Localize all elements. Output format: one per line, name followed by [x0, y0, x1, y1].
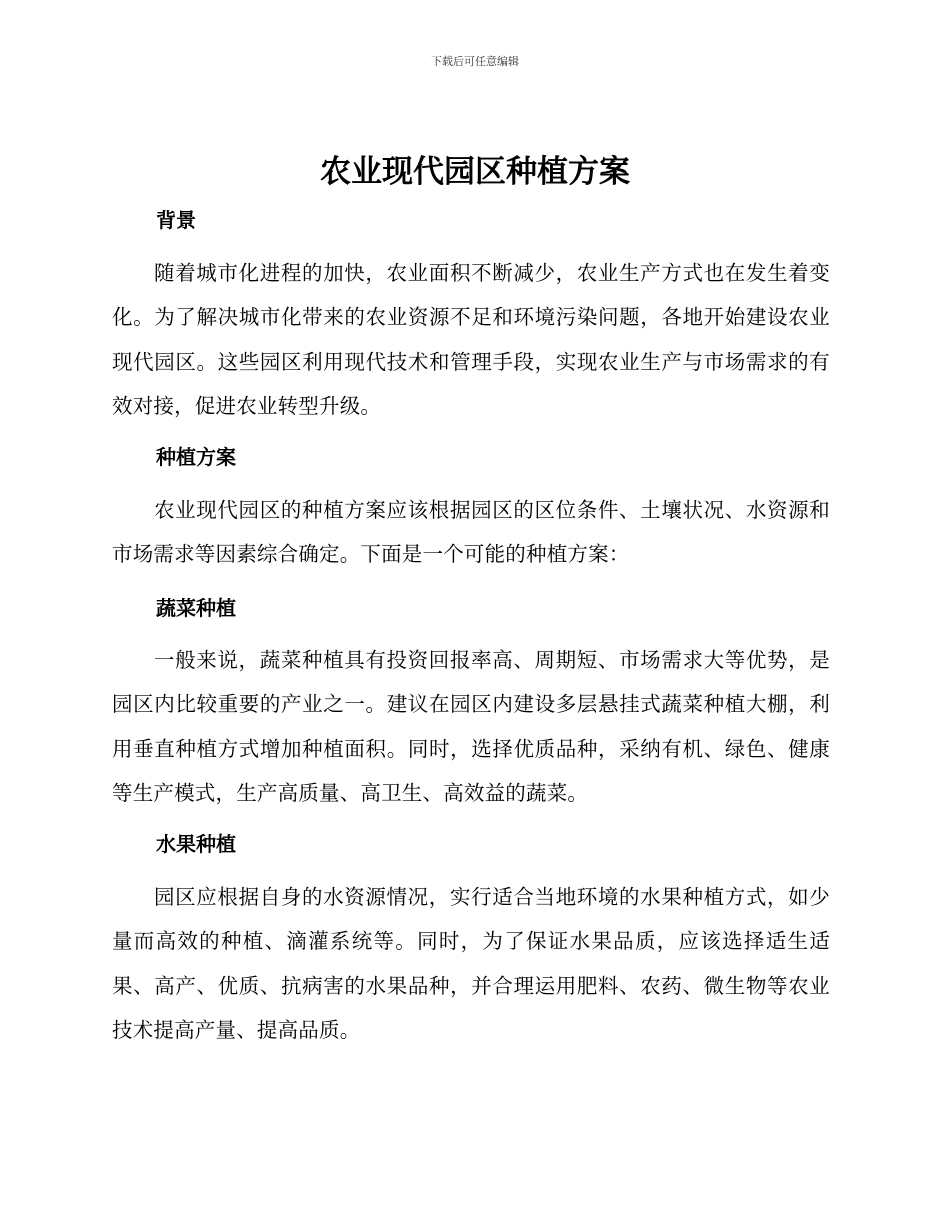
page-header-note: 下载后可任意编辑	[431, 55, 519, 68]
section-paragraph-vegetable-planting: 一般来说，蔬菜种植具有投资回报率高、周期短、市场需求大等优势，是园区内比较重要的产业之一。建议在园区内建设多层悬挂式蔬菜种植大棚，利用垂直种植方式增加种植面积。同时，选择优质品种，采纳有机、绿色、健康等生产模式，生产高质量、高卫生、高效益的蔬菜。	[112, 648, 830, 805]
section-paragraph-planting-plan: 农业现代园区的种植方案应该根据园区的区位条件、土壤状况、水资源和市场需求等因素综合确定。下面是一个可能的种植方案：	[112, 498, 830, 567]
document-title: 农业现代园区种植方案	[320, 154, 630, 190]
section-paragraph-fruit-planting: 园区应根据自身的水资源情况，实行适合当地环境的水果种植方式，如少量而高效的种植、滴灌系统等。同时，为了保证水果品质，应该选择适生适果、高产、优质、抗病害的水果品种，并合理运用肥料、农药、微生物等农业技术提高产量、提高品质。	[112, 885, 830, 1042]
section-paragraph-background: 随着城市化进程的加快，农业面积不断减少，农业生产方式也在发生着变化。为了解决城市化带来的农业资源不足和环境污染问题，各地开始建设农业现代园区。这些园区利用现代技术和管理手段，实现农业生产与市场需求的有效对接，促进农业转型升级。	[112, 261, 830, 418]
section-heading-planting-plan: 种植方案	[156, 445, 236, 469]
section-heading-fruit-planting: 水果种植	[156, 832, 236, 856]
section-heading-vegetable-planting: 蔬菜种植	[156, 596, 236, 620]
section-heading-background: 背景	[156, 208, 196, 232]
